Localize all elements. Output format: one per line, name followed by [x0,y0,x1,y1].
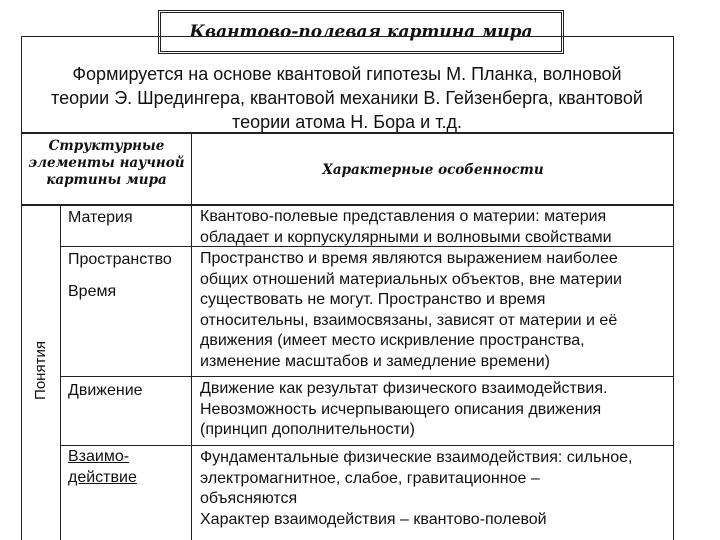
concept-motion: Движение [68,382,143,399]
desc-line: обладает и корпускулярными и волновыми свойствами [200,228,612,246]
divider [60,205,61,540]
desc-line: движения (имеет место искривление пространства, [200,332,585,349]
row-description [200,207,670,248]
desc-line: существовать не могут. Пространство и время [200,291,546,308]
header-line: элементы научной [28,155,185,171]
page-title: Квантово-полевая картина мира [158,10,564,54]
intro-text [22,62,672,134]
row-description [200,379,670,441]
side-label-text: Понятия [31,340,49,400]
concept-matter: Материя [68,209,133,226]
concept-space: Пространство [68,251,172,268]
desc-line: объясняются [200,490,298,507]
desc-line: Характер взаимодействия – квантово-полевой [200,510,547,528]
concept-interaction: Взаимо- [68,448,130,465]
header-structural-elements [22,138,191,189]
intro-line: теории Э. Шредингера, квантовой механики В. Гейзенберга, квантовой [51,88,643,108]
desc-line: электромагнитное, слабое, гравитационное – [200,469,540,487]
intro-line: теории атома Н. Бора и т.д. [232,112,462,132]
desc-line: (принцип дополнительности) [200,421,415,438]
desc-line: относительны, взаимосвязаны, зависят от материи и её [200,311,618,329]
concept-time: Время [68,283,117,300]
divider [21,132,674,134]
divider [21,204,674,206]
desc-line: Фундаментальные физические взаимодействия: сильное, [200,449,633,466]
divider [60,445,674,446]
desc-line: изменение масштабов и замедление времени) [200,352,550,370]
intro-line: Формируется на основе квантовой гипотезы М. Планка, волновой [72,64,622,84]
row-description [200,249,670,372]
desc-line: Движение как результат физического взаимодействия. [200,380,608,397]
row-description [200,448,670,530]
side-label [23,320,57,420]
desc-line: Квантово-полевые представления о материи: материя [200,208,607,225]
divider [60,376,674,377]
header-line: Структурные [48,138,165,154]
header-line: картины мира [46,172,167,188]
desc-line: Пространство и время являются выражением наиболее [200,250,618,267]
desc-line: Невозможность исчерпывающего описания движения [200,400,602,418]
header-characteristics: Характерные особенности [322,162,544,178]
divider [191,132,192,540]
concept-interaction-2: действие [68,469,137,486]
desc-line: общих отношений материальных объектов, вне материи [200,270,622,288]
